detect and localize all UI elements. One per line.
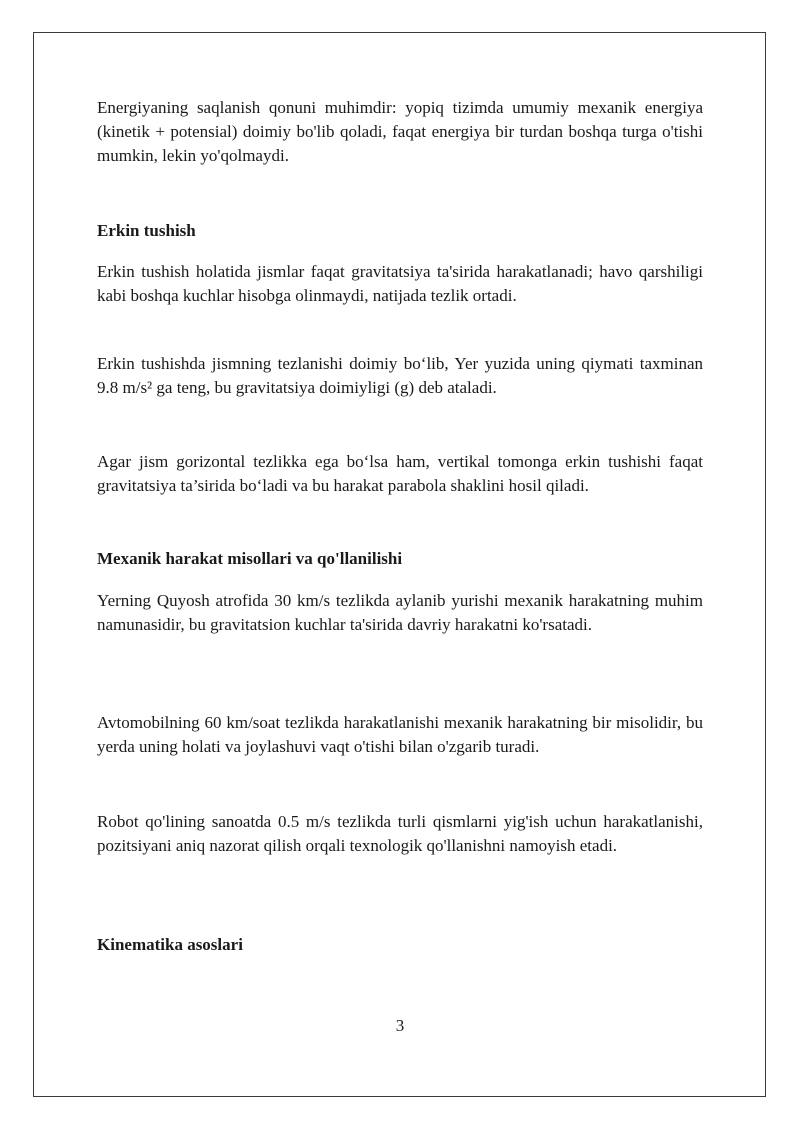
paragraph-free-fall-definition: Erkin tushish holatida jismlar faqat gravitatsiya ta'sirida harakatlanadi; havo qarshiligi kabi boshqa kuchlar hisobga olinmaydi, natijada tezlik ortadi. — [97, 262, 703, 305]
paragraph-car-motion: Avtomobilning 60 km/soat tezlikda harakatlanishi mexanik harakatning bir misolidir, bu yerda uning holati va joylashuvi vaqt o'tishi bilan o'zgarib turadi. — [97, 713, 703, 756]
heading-kinematics-basics: Kinematika asoslari — [97, 935, 243, 954]
paragraph-energy-conservation: Energiyaning saqlanish qonuni muhimdir: yopiq tizimda umumiy mexanik energiya (kinetik + potensial) doimiy bo'lib qoladi, faqat energiya bir turdan boshqa turga o'tishi mumkin, lekin yo'qolmaydi. — [97, 98, 703, 165]
heading-mechanical-motion-examples: Mexanik harakat misollari va qo'llanilishi — [97, 549, 403, 568]
heading-free-fall: Erkin tushish — [97, 221, 196, 240]
paragraph-horizontal-velocity: Agar jism gorizontal tezlikka ega bo‘lsa ham, vertikal tomonga erkin tushishi faqat gravitatsiya ta’sirida bo‘ladi va bu harakat parabola shaklini hosil qiladi. — [97, 452, 703, 495]
paragraph-earth-orbit: Yerning Quyosh atrofida 30 km/s tezlikda aylanib yurishi mexanik harakatning muhim namunasidir, bu gravitatsion kuchlar ta'sirida davriy harakatni ko'rsatadi. — [97, 591, 703, 634]
paragraph-robot-arm: Robot qo'lining sanoatda 0.5 m/s tezlikda turli qismlarni yig'ish uchun harakatlanishi, pozitsiyani aniq nazorat qilish orqali texnologik qo'llanishni namoyish etadi. — [97, 812, 703, 855]
page-number: 3 — [395, 1016, 405, 1035]
paragraph-free-fall-acceleration: Erkin tushishda jismning tezlanishi doimiy bo‘lib, Yer yuzida uning qiymati taxminan 9.8 m/s² ga teng, bu gravitatsiya doimiyligi (g) deb ataladi. — [97, 354, 703, 397]
